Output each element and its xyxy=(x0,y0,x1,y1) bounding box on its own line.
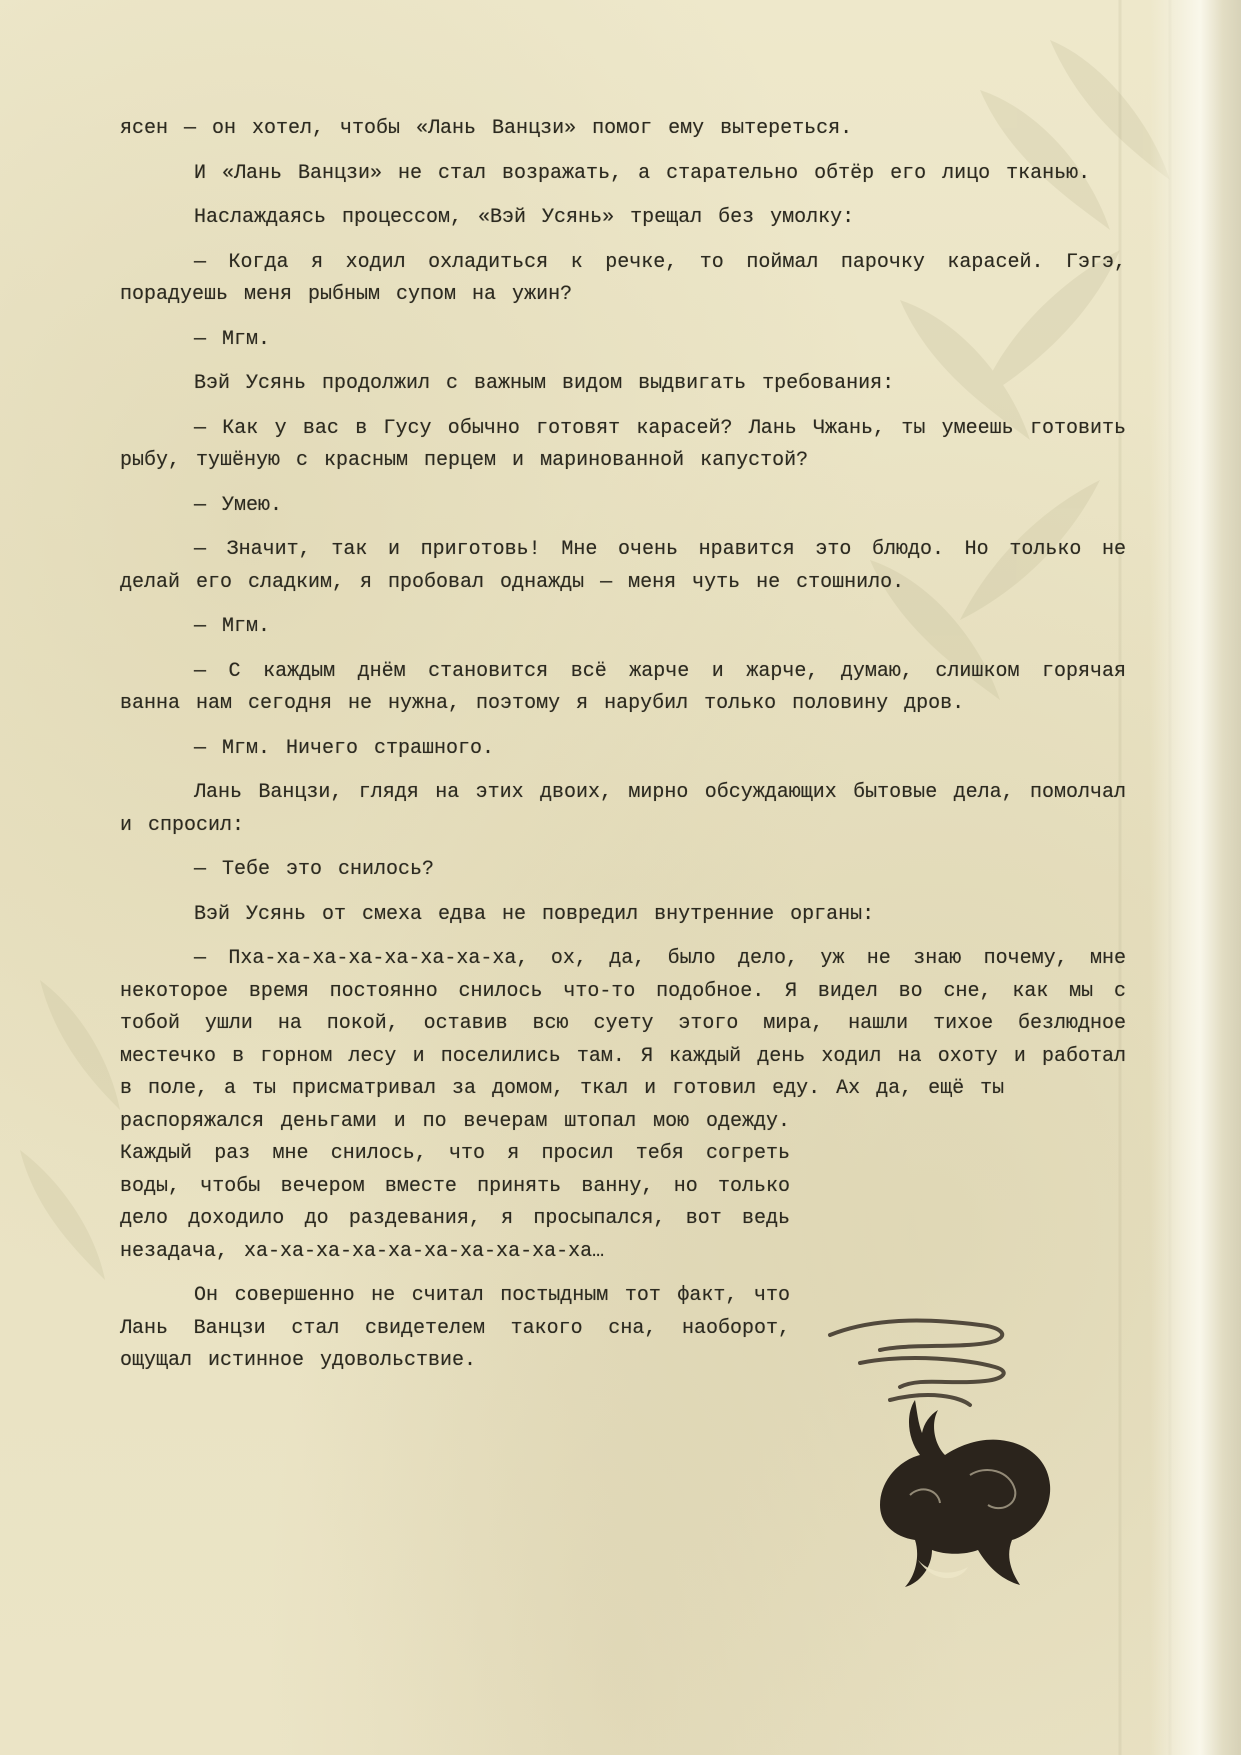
paragraph: — Мгм. Ничего страшного. xyxy=(194,736,495,760)
paragraph: Вэй Усянь от смеха едва не повредил внутренние органы: xyxy=(194,902,875,926)
paragraph: — Умею. xyxy=(194,493,283,517)
paragraph: Он совершенно не считал постыдным тот факт, что Лань Ванцзи стал свидетелем такого сна, наоборот, ощущал истинное удовольствие. xyxy=(120,1284,790,1372)
paragraph: — Мгм. xyxy=(194,615,271,638)
paragraph: — Мгм. xyxy=(194,327,271,351)
paragraph: — Тебе это снилось? xyxy=(194,858,435,881)
paragraph: ясен — он хотел, чтобы «Лань Ванцзи» помог ему вытереться. xyxy=(120,117,853,140)
paragraph: — С каждым днём становится всё жарче и жарче, думаю, слишком горячая ванна нам сегодня не нужна, поэтому я нарубил только половину дров. xyxy=(120,659,1126,715)
scroll-edge-decoration xyxy=(1150,0,1241,1755)
deer-emblem-icon xyxy=(820,1305,1080,1595)
paragraph: — Как у вас в Гусу обычно готовят карасей? Лань Чжань, ты умеешь готовить рыбу, тушёную с красным перцем и маринованной капустой? xyxy=(120,416,1126,472)
paragraph: — Пха-ха-ха-ха-ха-ха-ха-ха, ох, да, было дело, уж не знаю почему, мне некоторое время постоянно снилось что-то подобное. Я видел во сне, как мы с тобой ушли на покой, оставив всю суету этого мира, нашли тихое безлюдное местечко в горном лесу и поселились там. Я каждый день ходил на охоту и работал в поле, а ты присматривал за домом, ткал и готовил еду. Ах да, ещё ты xyxy=(120,947,1126,1100)
paragraph: И «Лань Ванцзи» не стал возражать, а старательно обтёр его лицо тканью. xyxy=(194,161,1091,185)
paragraph: Наслаждаясь процессом, «Вэй Усянь» трещал без умолку: xyxy=(194,206,855,229)
paragraph: — Значит, так и приготовь! Мне очень нравится это блюдо. Но только не делай его сладким, я пробовал однажды — меня чуть не стошнило. xyxy=(120,538,1126,594)
paragraph-continued: распоряжался деньгами и по вечерам штопал мою одежду. Каждый раз мне снилось, что я просил тебя согреть воды, чтобы вечером вместе принять ванну, но только дело доходило до раздевания, я просыпался, вот ведь незадача, ха-ха-ха-ха-ха-ха-ха-ха-ха-ха… xyxy=(120,1109,790,1263)
paragraph: Лань Ванцзи, глядя на этих двоих, мирно обсуждающих бытовые дела, помолчал и спросил: xyxy=(120,781,1126,837)
paragraph: — Когда я ходил охладиться к речке, то поймал парочку карасей. Гэгэ, порадуешь меня рыбным супом на ужин? xyxy=(120,250,1126,306)
page-text xyxy=(120,113,1126,1390)
paragraph: Вэй Усянь продолжил с важным видом выдвигать требования: xyxy=(194,372,895,395)
